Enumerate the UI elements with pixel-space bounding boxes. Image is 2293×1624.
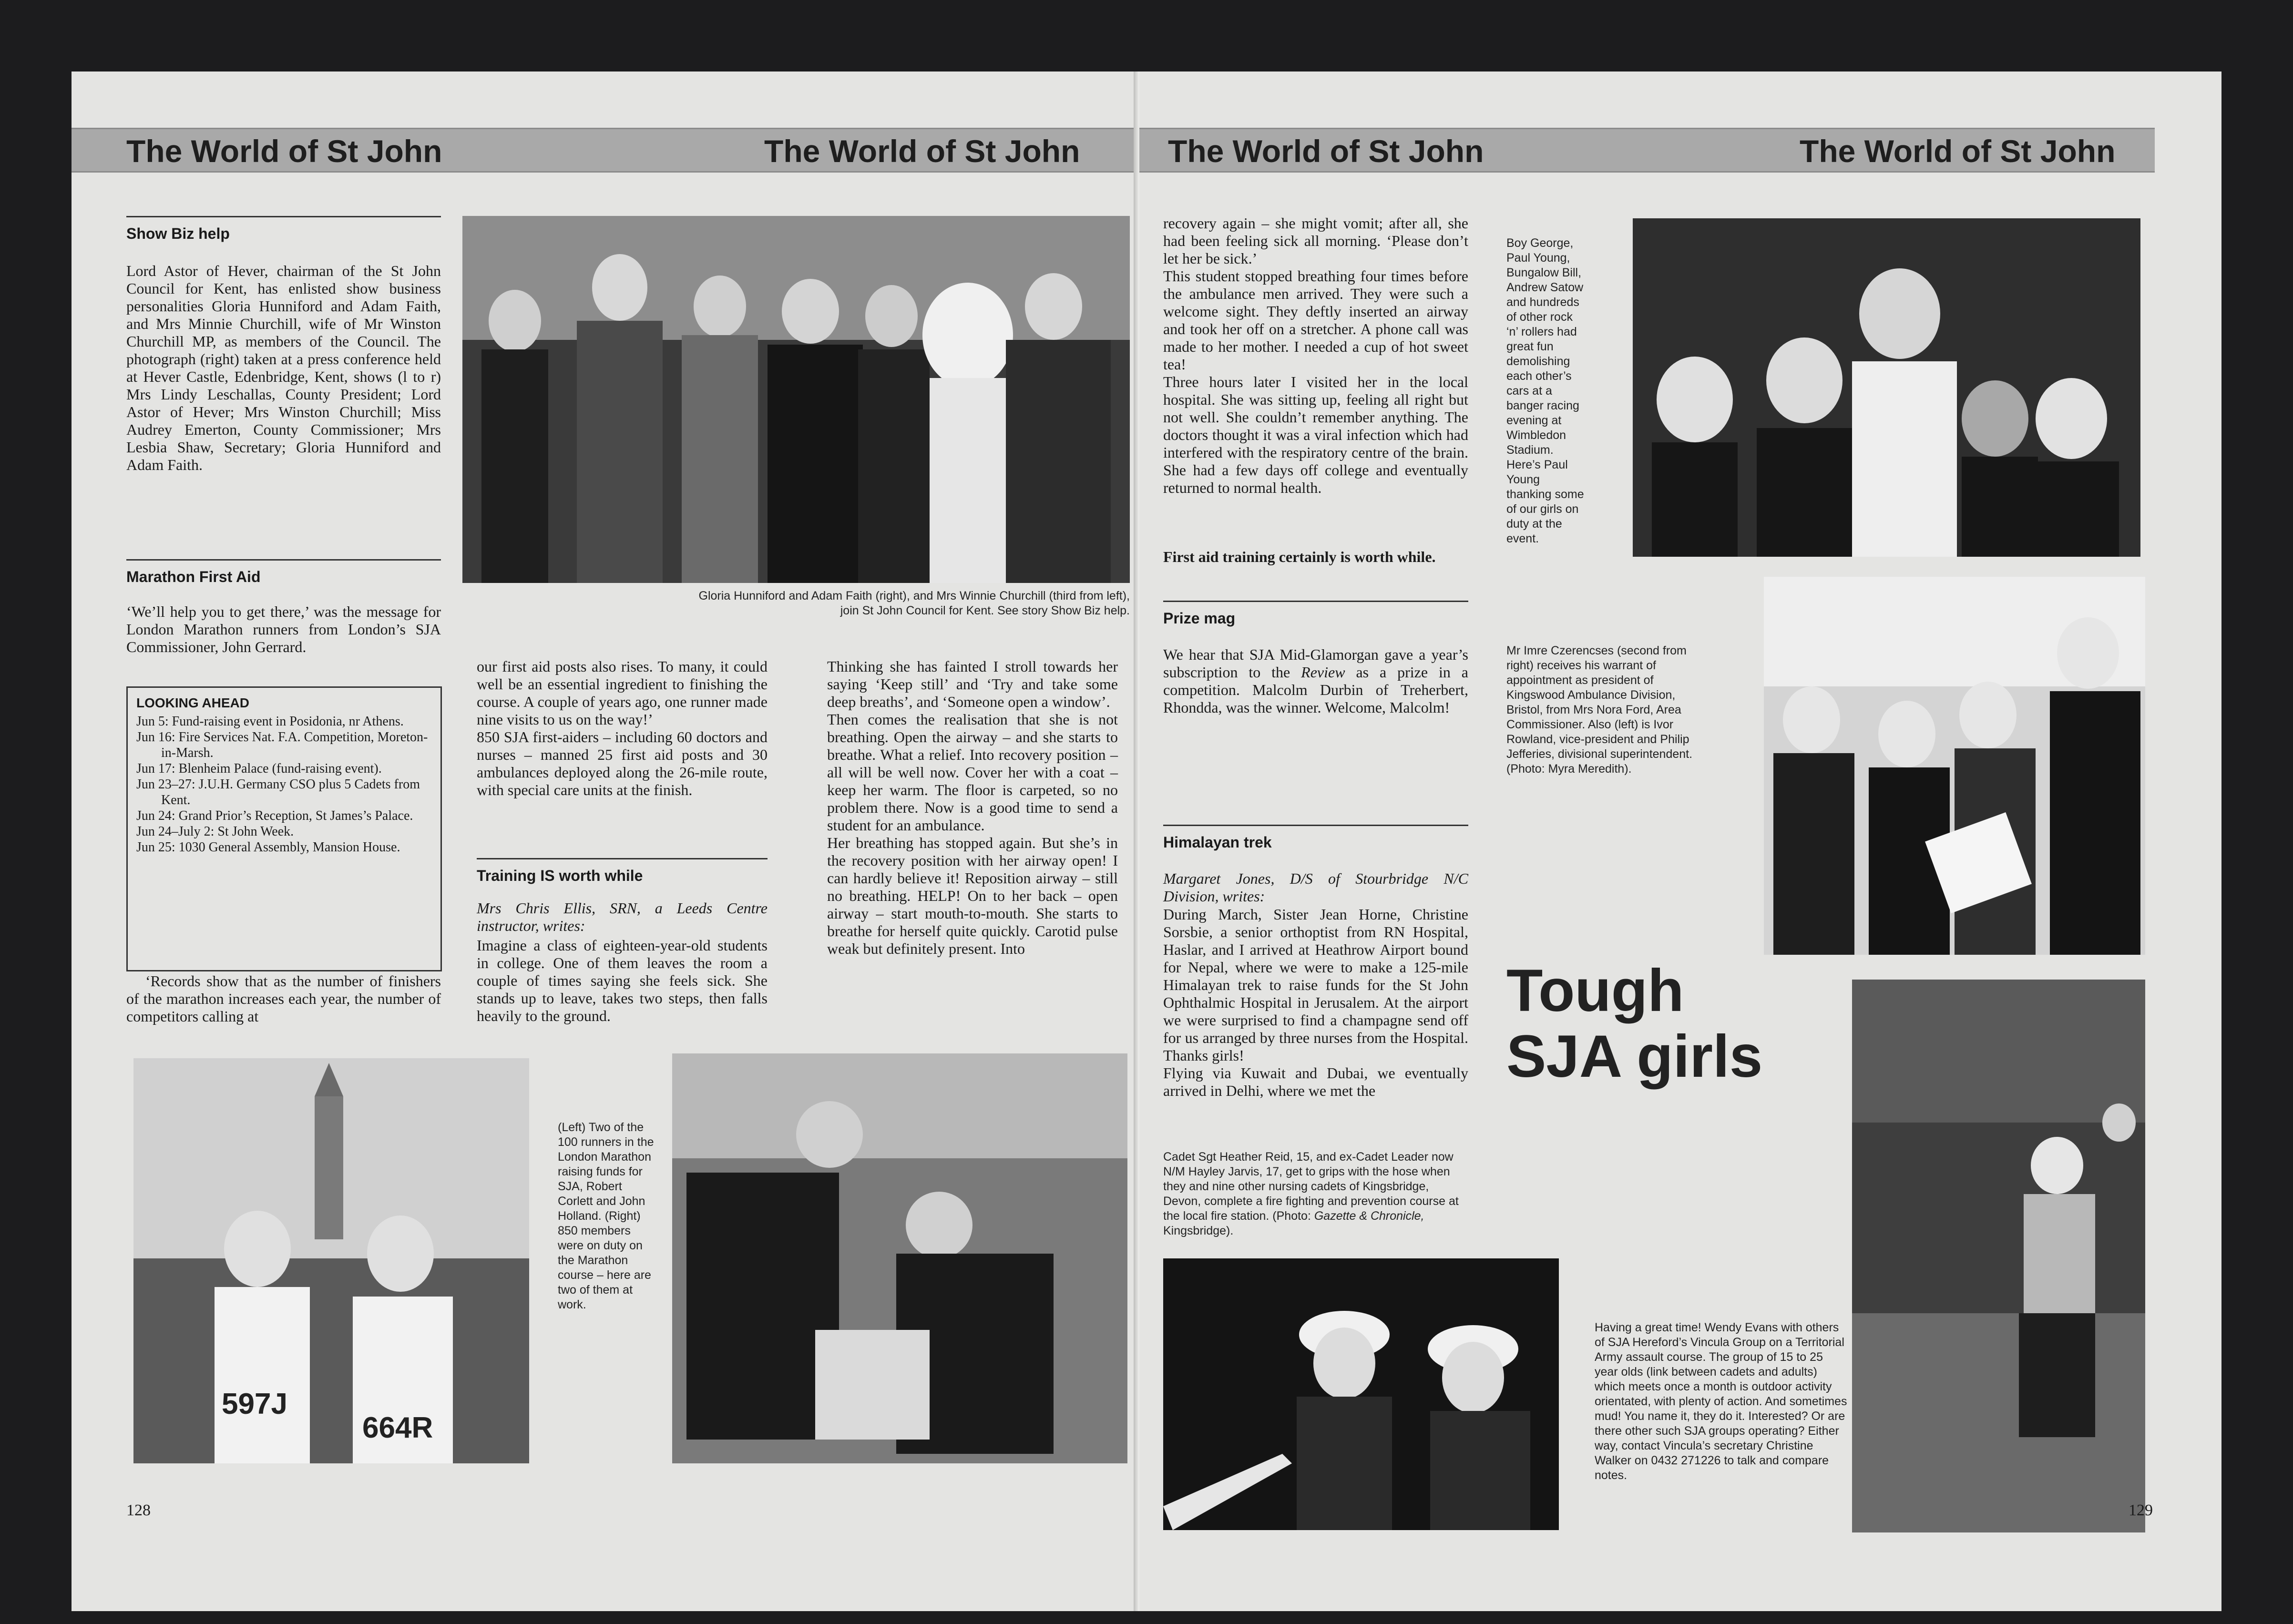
assault-course-photo — [1852, 980, 2145, 1532]
banger-photo-caption: Boy George, Paul Young, Bungalow Bill, Andrew Satow and hundreds of other rock ‘n’ rollers had great fun demolishing each other’s cars at a banger racing evening at Wimbledon Stadium. Here’s Paul Young thanking some of our girls on duty at the event. — [1506, 236, 1584, 545]
page-number: 128 — [126, 1501, 151, 1519]
training-heading: Training IS worth while — [477, 858, 768, 885]
council-group-photo — [462, 216, 1130, 583]
marathon-intro: ‘We’ll help you to get there,’ was the message for London Marathon runners from London’s SJA Commissioner, John Gerrard. — [126, 603, 441, 655]
marathon-runners-photo — [133, 1058, 529, 1463]
header-title: The World of St John — [1168, 133, 1484, 169]
prize-mag-text: We hear that SJA Mid-Glamorgan gave a year’s subscription to the — [1163, 646, 1468, 681]
training-byline: Mrs Chris Ellis, SRN, a Leeds Centre instructor, writes: — [477, 899, 768, 934]
banger-racing-photo — [1633, 218, 2140, 557]
fire-course-caption — [1163, 1150, 1468, 1238]
runner-number: 597J — [222, 1388, 287, 1420]
looking-ahead-item: Jun 23–27: J.U.H. Germany CSO plus 5 Cadets from Kent. — [136, 777, 420, 807]
looking-ahead-item: Jun 16: Fire Services Nat. F.A. Competition, Moreton-in-Marsh. — [136, 730, 428, 760]
training-body: Imagine a class of eighteen-year-old students in college. One of them leaves the room a couple of times saying she feels sick. She stands up to leave, takes two steps, then falls heavily to the ground. — [477, 937, 768, 1024]
looking-ahead-item: Jun 5: Fund-raising event in Posidonia, nr Athens. — [136, 714, 404, 729]
training-column-3: Thinking she has fainted I stroll towards her saying ‘Keep still’ and ‘Try and take some deep breaths’, and ‘Someone open a window’. Then comes the realisation that she is not breathing. Open the airway – and she starts to breathe. What a relief. Into recovery position – all will be well now. Cover her with a coat – keep her warm. The floor is carpeted, so no problem there. Now is a good time to send a student for an ambulance. Her breathing has stopped again. But she’s in the recovery position with her airway open! I can hardly believe it! Reposition airway – still no breathing. HELP! On to her back – open airway – start mouth-to-mouth. She starts to breathe for herself quite quickly. Carotid pulse weak but definitely present. Into — [827, 658, 1118, 957]
header-title: The World of St John — [1800, 133, 2116, 169]
show-biz-heading: Show Biz help — [126, 216, 441, 243]
runner-number: 664R — [362, 1411, 433, 1444]
training-conclusion: First aid training certainly is worth while. — [1163, 548, 1436, 565]
himalayan-body: During March, Sister Jean Horne, Christine Sorsbie, a senior orthoptist from RN Hospital, Haslar, and I arrived at Heathrow Airport bound for Nepal, where we were to make a 125-mile Himalayan trek to raise funds for the St John Ophthalmic Hospital in Jerusalem. At the airport we were surprised to find a champagne send off for us arranged by three nurses from the Hospital. Thanks girls! Flying via Kuwait and Dubai, we eventually arrived in Delhi, where we met the — [1163, 906, 1468, 1099]
looking-ahead-title: LOOKING AHEAD — [136, 695, 249, 710]
page-number: 129 — [2129, 1501, 2153, 1519]
warrant-presentation-photo — [1764, 577, 2145, 955]
training-continued: recovery again – she might vomit; after all, she had been feeling sick all morning. ‘Please don’t let her be sick.’ This student stopped breathing four times before the ambulance men arrived. They were such a welcome sight. They deftly inserted an airway and took her off on a stretcher. A phone call was made to her mother. I needed a cup of hot sweet tea! Three hours later I visited her in the local hospital. She was sitting up, feeling all right but not well. She couldn’t remember anything. The doctors thought it was a viral infection which had interfered with the respiratory centre of the brain. She had a few days off college and eventually returned to normal health. — [1163, 214, 1468, 496]
marathon-column-2: our first aid posts also rises. To many, it could well be an essential ingredient to finishing the course. A couple of years ago, one runner made nine visits to us on the way!’ 850 SJA first-aiders – including 60 doctors and nurses – manned 25 first aid posts and 30 ambulances deployed along the 26-mile route, with special care units at the finish. — [477, 658, 768, 798]
prize-mag-body — [1163, 646, 1468, 716]
marathon-heading: Marathon First Aid — [126, 559, 441, 586]
himalayan-heading: Himalayan trek — [1163, 825, 1468, 851]
marathon-photo-caption: (Left) Two of the 100 runners in the London Marathon raising funds for SJA, Robert Corlett and John Holland. (Right) 850 members were on duty on the Marathon course – here are two of them at work. — [558, 1121, 654, 1311]
prize-mag-text: as a prize in a competition. Malcolm Durbin of Treherbert, Rhondda, was the winner. Welcome, Malcolm! — [1163, 664, 1469, 716]
tough-sja-girls-title: Tough SJA girls — [1506, 958, 1763, 1090]
looking-ahead-item: Jun 17: Blenheim Palace (fund-raising event). — [136, 761, 382, 776]
fire-fighting-photo — [1163, 1258, 1559, 1530]
header-title: The World of St John — [126, 133, 442, 169]
right-page — [1139, 71, 2221, 1611]
page-header-bar — [1139, 128, 2155, 173]
looking-ahead-box — [126, 686, 442, 971]
prize-mag-heading: Prize mag — [1163, 601, 1468, 627]
fire-caption-text: Kingsbridge). — [1163, 1224, 1234, 1237]
looking-ahead-item: Jun 24–July 2: St John Week. — [136, 824, 294, 839]
page-header-bar — [72, 128, 1139, 173]
fire-caption-text: Cadet Sgt Heather Reid, 15, and ex-Cadet Leader now N/M Hayley Jarvis, 17, get to grips with the hose when they and nine other nursing cadets of Kingsbridge, Devon, complete a fire fighting and prevention course at the local fire station. (Photo: — [1163, 1150, 1459, 1223]
council-photo-caption: Gloria Hunniford and Adam Faith (right), and Mrs Winnie Churchill (third from left), join St John Council for Kent. See story Show Biz help. — [698, 589, 1130, 617]
himalayan-byline: Margaret Jones, D/S of Stourbridge N/C Division, writes: — [1163, 870, 1468, 905]
first-aiders-photo — [672, 1053, 1127, 1463]
assault-course-caption: Having a great time! Wendy Evans with others of SJA Hereford’s Vincula Group on a Territorial Army assault course. The group of 15 to 25 year olds (link between cadets and adults) which meets once a month is outdoor activity orientated, with plenty of action. And sometimes mud! You name it, they do it. Interested? Or are there other such SJA groups operating? Either way, contact Vincula’s secretary Christine Walker on 0432 271226 to talk and compare notes. — [1595, 1321, 1847, 1482]
header-title: The World of St John — [764, 133, 1080, 169]
marathon-records: ‘Records show that as the number of finishers of the marathon increases each year, the number of competitors calling at — [126, 972, 441, 1025]
review-title: Review — [1301, 664, 1345, 681]
czerencses-photo-caption: Mr Imre Czerencses (second from right) receives his warrant of appointment as president of Kingswood Ambulance Division, Bristol, from Mrs Nora Ford, Area Commissioner. Also (left) is Ivor Rowland, vice-president and Philip Jefferies, divisional superintendent. (Photo: Myra Meredith). — [1506, 644, 1693, 776]
left-page — [72, 71, 1139, 1611]
fire-caption-source: Gazette & Chronicle, — [1314, 1209, 1424, 1223]
show-biz-body: Lord Astor of Hever, chairman of the St John Council for Kent, has enlisted show business personalities Gloria Hunniford and Adam Faith, and Mrs Minnie Churchill, wife of Mr Winston Churchill MP, as members of the Council. The photograph (right) taken at a press conference held at Hever Castle, Edenbridge, Kent, shows (l to r) Mrs Lindy Leschallas, County President; Lord Astor of Hever; Mrs Winston Churchill; Miss Audrey Emerton, County Commissioner; Mrs Lesbia Shaw, Secretary; Gloria Hunniford and Adam Faith. — [126, 262, 441, 473]
looking-ahead-item: Jun 24: Grand Prior’s Reception, St James’s Palace. — [136, 808, 413, 823]
looking-ahead-item: Jun 25: 1030 General Assembly, Mansion House. — [136, 840, 400, 855]
